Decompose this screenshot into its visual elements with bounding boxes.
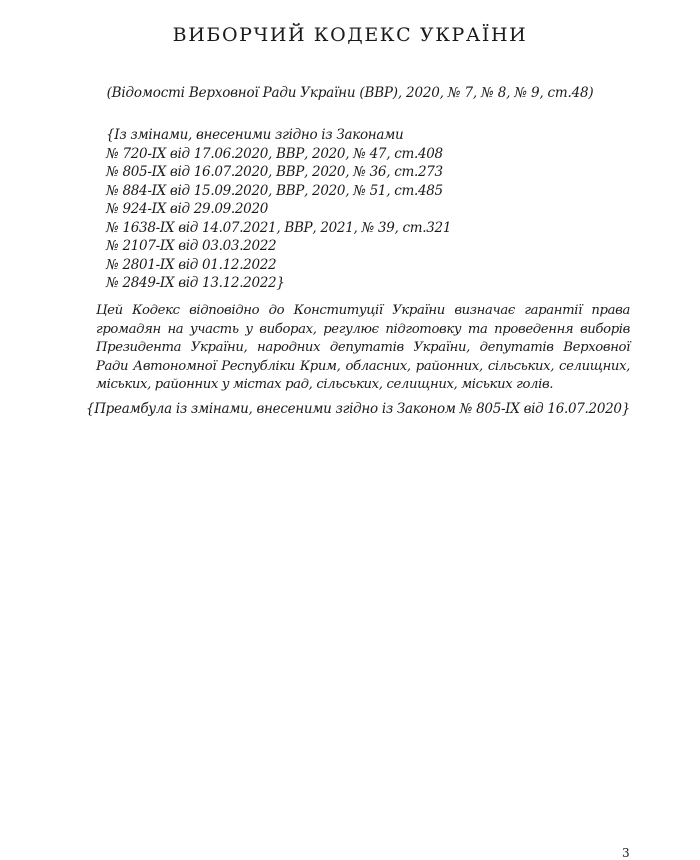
amendment-line: № 2801-IX від 01.12.2022 bbox=[106, 256, 277, 273]
amendment-line: № 720-IX від 17.06.2020, ВВР, 2020, № 47, ст.408 bbox=[106, 145, 443, 162]
amendment-line: № 2849-IX від 13.12.2022} bbox=[106, 275, 285, 291]
amendment-line: № 1638-IX від 14.07.2021, ВВР, 2021, № 39, ст.321 bbox=[106, 219, 452, 236]
amendments-intro: {Із змінами, внесеними згідно із Законами bbox=[106, 127, 404, 143]
page-number: 3 bbox=[622, 846, 630, 860]
amendment-line: № 924-IX від 29.09.2020 bbox=[106, 201, 269, 217]
source-reference: (Відомості Верховної Ради України (ВВР), 2020, № 7, № 8, № 9, ст.48) bbox=[106, 85, 594, 101]
amendments-block bbox=[106, 126, 451, 293]
amendment-line: № 805-IX від 16.07.2020, ВВР, 2020, № 36, ст.273 bbox=[106, 164, 443, 180]
page-title: ВИБОРЧИЙ КОДЕКС УКРАЇНИ bbox=[172, 24, 528, 46]
preamble-paragraph: Цей Кодекс відповідно до Конституції України визначає гарантії права громадян на участь у виборах, регулює підготовку та проведення виборів Президента України, народних депутатів України, депутатів Верховної Ради Автономної Республіки Крим, обласних, районних, сільських, селищних, міських, районних у містах рад, сільських, селищних, міських голів. bbox=[96, 303, 630, 392]
amendment-line: № 2107-IX від 03.03.2022 bbox=[106, 238, 277, 254]
amendment-line: № 884-IX від 15.09.2020, ВВР, 2020, № 51, ст.485 bbox=[106, 182, 443, 199]
preamble-amendment-note: {Преамбула із змінами, внесеними згідно із Законом № 805-IX від 16.07.2020} bbox=[85, 401, 630, 417]
